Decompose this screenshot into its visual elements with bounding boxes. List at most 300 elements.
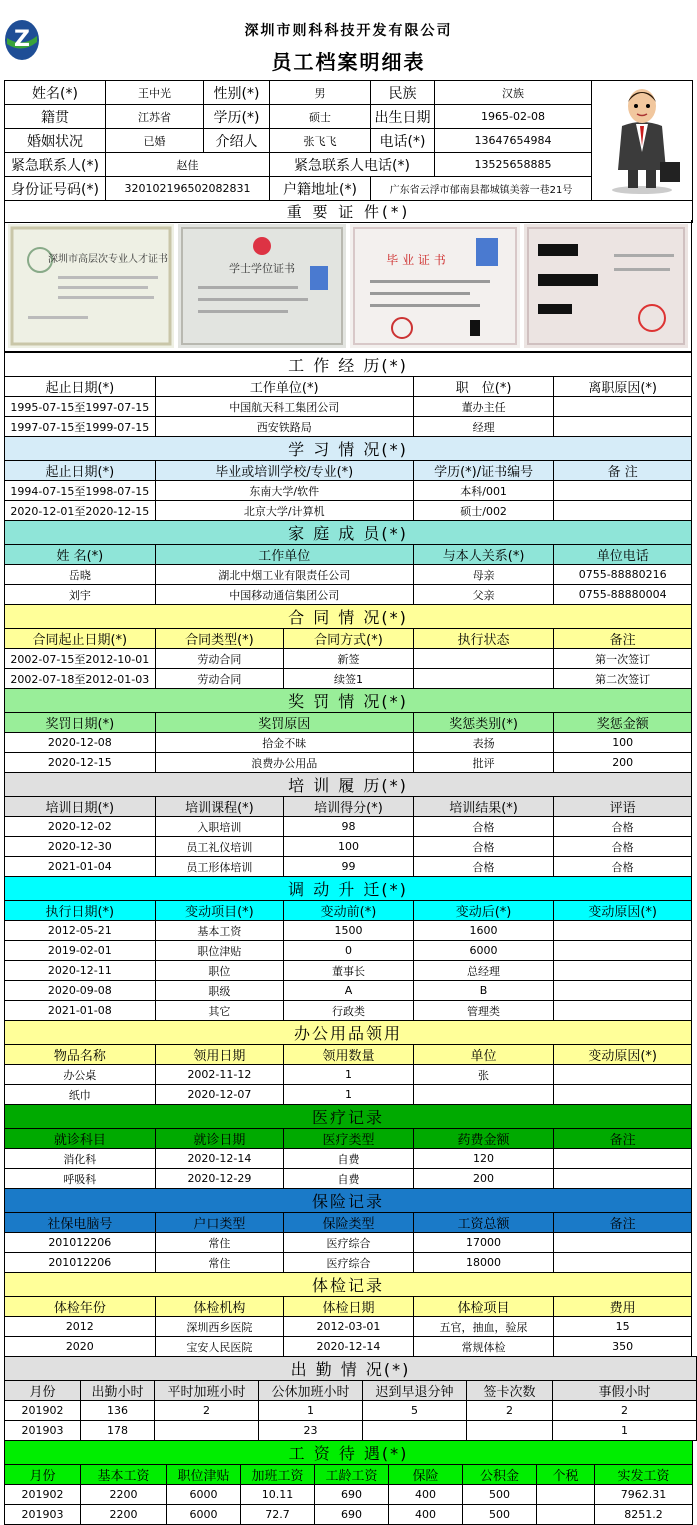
training-column-header: 培训课程(*) [155, 797, 284, 817]
talent-certificate-image [8, 224, 174, 348]
attendance-cell: 201902 [5, 1401, 81, 1421]
salary-column-header: 职位津贴 [167, 1465, 241, 1485]
transfer-cell: 2012-05-21 [5, 921, 156, 941]
employee-photo [592, 81, 693, 201]
office-column-header: 变动原因(*) [554, 1045, 692, 1065]
study-cell: 东南大学/软件 [155, 481, 413, 501]
graduation-cert-caption: 毕 业 证 书 [386, 253, 446, 267]
office-header-row [5, 1045, 692, 1065]
insurance-table-row [5, 1253, 692, 1273]
reward-table-row [5, 733, 692, 753]
transfer-table-row [5, 921, 692, 941]
reward-cell: 100 [554, 733, 692, 753]
family-header-row [5, 545, 692, 565]
label-emergency-contact: 紧急联系人(*) [5, 153, 106, 177]
training-cell: 99 [284, 857, 414, 877]
work-column-header: 离职原因(*) [554, 377, 692, 397]
work-column-header: 工作单位(*) [155, 377, 413, 397]
office-column-header: 单位 [413, 1045, 554, 1065]
training-cell: 合格 [554, 817, 692, 837]
study-cell: 本科/001 [413, 481, 554, 501]
transfer-cell: 0 [284, 941, 414, 961]
medical-cell: 2020-12-29 [155, 1169, 284, 1189]
value-name: 王中光 [106, 81, 204, 105]
attendance-column-header: 月份 [5, 1381, 81, 1401]
salary-column-header: 基本工资 [81, 1465, 167, 1485]
family-column-header: 单位电话 [554, 545, 692, 565]
training-cell: 98 [284, 817, 414, 837]
office-table-row [5, 1065, 692, 1085]
family-cell: 湖北中烟工业有限责任公司 [155, 565, 413, 585]
reward-cell: 表扬 [413, 733, 554, 753]
salary-cell: 2200 [81, 1485, 167, 1505]
salary-cell: 500 [463, 1505, 537, 1525]
transfer-column-header: 执行日期(*) [5, 901, 156, 921]
medical-header-row [5, 1129, 692, 1149]
office-column-header: 领用日期 [155, 1045, 284, 1065]
office-cell: 纸巾 [5, 1085, 156, 1105]
transfer-cell: 2021-01-08 [5, 1001, 156, 1021]
insurance-column-header: 备注 [554, 1213, 692, 1233]
attendance-cell: 178 [81, 1421, 155, 1441]
value-referrer: 张飞飞 [270, 129, 371, 153]
study-section-title: 学 习 情 况(*) [5, 437, 692, 461]
study-table-row [5, 481, 692, 501]
value-birth-date: 1965-02-08 [435, 105, 592, 129]
insurance-cell: 17000 [413, 1233, 554, 1253]
transfer-cell: 管理类 [413, 1001, 554, 1021]
document-title: 员工档案明细表 [271, 50, 426, 74]
value-id-number: 320102196502082831 [106, 177, 270, 201]
training-cell: 2020-12-30 [5, 837, 156, 857]
contract-cell: 劳动合同 [155, 669, 284, 689]
transfer-cell: 职位 [155, 961, 284, 981]
work-cell [554, 397, 692, 417]
study-table [4, 436, 692, 521]
training-column-header: 培训结果(*) [413, 797, 554, 817]
family-cell: 中国移动通信集团公司 [155, 585, 413, 605]
reward-column-header: 奖惩类别(*) [413, 713, 554, 733]
checkup-cell: 2020-12-14 [284, 1337, 414, 1357]
contract-cell: 第一次签订 [554, 649, 692, 669]
section-family [4, 520, 692, 605]
salary-cell: 500 [463, 1485, 537, 1505]
contract-cell: 2002-07-18至2012-01-03 [5, 669, 156, 689]
training-cell: 入职培训 [155, 817, 284, 837]
work-table-row [5, 397, 692, 417]
insurance-cell: 常住 [155, 1253, 284, 1273]
label-name: 姓名(*) [5, 81, 106, 105]
family-table-row [5, 585, 692, 605]
salary-cell: 400 [389, 1505, 463, 1525]
salary-cell: 690 [315, 1505, 389, 1525]
medical-column-header: 备注 [554, 1129, 692, 1149]
transfer-cell: 其它 [155, 1001, 284, 1021]
checkup-cell: 深圳西乡医院 [155, 1317, 284, 1337]
attendance-cell: 201903 [5, 1421, 81, 1441]
training-cell: 员工形体培训 [155, 857, 284, 877]
reward-cell: 2020-12-15 [5, 753, 156, 773]
transfer-cell: 2020-09-08 [5, 981, 156, 1001]
attendance-column-header: 出勤小时 [81, 1381, 155, 1401]
salary-header-row [5, 1465, 693, 1485]
attendance-section-title: 出 勤 情 况(*) [5, 1357, 697, 1381]
reward-cell: 批评 [413, 753, 554, 773]
office-column-header: 物品名称 [5, 1045, 156, 1065]
contract-section-title: 合 同 情 况(*) [5, 605, 692, 629]
reward-cell: 浪费办公用品 [155, 753, 413, 773]
checkup-column-header: 体检年份 [5, 1297, 156, 1317]
svg-text:Z: Z [14, 27, 30, 52]
label-hukou-address: 户籍地址(*) [270, 177, 371, 201]
training-cell: 100 [284, 837, 414, 857]
medical-cell: 自费 [284, 1169, 414, 1189]
talent-cert-caption: 深圳市高层次专业人才证书 [48, 254, 168, 265]
contract-cell: 第二次签订 [554, 669, 692, 689]
id-certificate-image [524, 224, 688, 348]
office-cell: 2002-11-12 [155, 1065, 284, 1085]
salary-cell: 201903 [5, 1505, 81, 1525]
graduation-certificate-image [350, 224, 520, 348]
training-cell: 2020-12-02 [5, 817, 156, 837]
salary-column-header: 实发工资 [595, 1465, 693, 1485]
transfer-header-row [5, 901, 692, 921]
contract-cell: 劳动合同 [155, 649, 284, 669]
reward-cell: 2020-12-08 [5, 733, 156, 753]
insurance-column-header: 户口类型 [155, 1213, 284, 1233]
contract-column-header: 执行状态 [413, 629, 554, 649]
section-medical [4, 1104, 692, 1189]
label-gender: 性别(*) [204, 81, 270, 105]
salary-cell: 690 [315, 1485, 389, 1505]
salary-table [4, 1440, 693, 1525]
contract-column-header: 合同方式(*) [284, 629, 414, 649]
medical-section-title: 医疗记录 [5, 1105, 692, 1129]
value-emergency-phone: 13525658885 [435, 153, 592, 177]
study-cell: 硕士/002 [413, 501, 554, 521]
value-gender: 男 [270, 81, 371, 105]
transfer-cell: 基本工资 [155, 921, 284, 941]
study-column-header: 学历(*)/证书编号 [413, 461, 554, 481]
training-column-header: 培训日期(*) [5, 797, 156, 817]
attendance-cell [363, 1421, 467, 1441]
work-column-header: 起止日期(*) [5, 377, 156, 397]
insurance-cell: 常住 [155, 1233, 284, 1253]
insurance-cell [554, 1253, 692, 1273]
work-table-row [5, 417, 692, 437]
training-table-row [5, 857, 692, 877]
medical-cell: 120 [413, 1149, 554, 1169]
attendance-column-header: 迟到早退分钟 [363, 1381, 467, 1401]
medical-column-header: 医疗类型 [284, 1129, 414, 1149]
checkup-cell: 宝安人民医院 [155, 1337, 284, 1357]
transfer-table [4, 876, 692, 1021]
section-office [4, 1020, 692, 1105]
salary-cell: 8251.2 [595, 1505, 693, 1525]
attendance-cell: 5 [363, 1401, 467, 1421]
transfer-cell: 1600 [413, 921, 554, 941]
reward-column-header: 奖罚原因 [155, 713, 413, 733]
contract-column-header: 备注 [554, 629, 692, 649]
checkup-cell: 15 [554, 1317, 692, 1337]
transfer-cell: A [284, 981, 414, 1001]
training-section-title: 培 训 履 历(*) [5, 773, 692, 797]
transfer-cell: 2019-02-01 [5, 941, 156, 961]
checkup-column-header: 体检机构 [155, 1297, 284, 1317]
office-column-header: 领用数量 [284, 1045, 414, 1065]
checkup-cell: 350 [554, 1337, 692, 1357]
reward-cell: 200 [554, 753, 692, 773]
medical-column-header: 药费金额 [413, 1129, 554, 1149]
reward-column-header: 奖惩金额 [554, 713, 692, 733]
transfer-table-row [5, 981, 692, 1001]
contract-cell: 2002-07-15至2012-10-01 [5, 649, 156, 669]
value-ethnicity: 汉族 [435, 81, 592, 105]
section-transfer [4, 876, 692, 1021]
medical-cell: 呼吸科 [5, 1169, 156, 1189]
transfer-cell: 职位津贴 [155, 941, 284, 961]
reward-table-row [5, 753, 692, 773]
salary-section-title: 工 资 待 遇(*) [5, 1441, 693, 1465]
family-cell: 母亲 [413, 565, 554, 585]
value-native-place: 江苏省 [106, 105, 204, 129]
insurance-column-header: 工资总额 [413, 1213, 554, 1233]
medical-column-header: 就诊科目 [5, 1129, 156, 1149]
transfer-column-header: 变动原因(*) [554, 901, 692, 921]
training-cell: 员工礼仪培训 [155, 837, 284, 857]
family-table-row [5, 565, 692, 585]
study-cell [554, 501, 692, 521]
salary-cell: 72.7 [241, 1505, 315, 1525]
salary-table-row [5, 1505, 693, 1525]
family-column-header: 与本人关系(*) [413, 545, 554, 565]
contract-cell: 新签 [284, 649, 414, 669]
attendance-column-header: 事假小时 [553, 1381, 697, 1401]
salary-column-header: 个税 [537, 1465, 595, 1485]
family-cell: 0755-88880216 [554, 565, 692, 585]
study-header-row [5, 461, 692, 481]
section-checkup [4, 1272, 692, 1357]
study-cell: 北京大学/计算机 [155, 501, 413, 521]
checkup-cell: 2012 [5, 1317, 156, 1337]
transfer-column-header: 变动后(*) [413, 901, 554, 921]
checkup-cell: 2020 [5, 1337, 156, 1357]
transfer-cell [554, 981, 692, 1001]
contract-table-row [5, 669, 692, 689]
salary-column-header: 加班工资 [241, 1465, 315, 1485]
section-study [4, 436, 692, 521]
office-section-title: 办公用品领用 [5, 1021, 692, 1045]
office-cell [554, 1065, 692, 1085]
training-table-row [5, 817, 692, 837]
label-birth-date: 出生日期 [371, 105, 435, 129]
study-column-header: 起止日期(*) [5, 461, 156, 481]
work-table [4, 352, 692, 437]
study-table-row [5, 501, 692, 521]
training-table-row [5, 837, 692, 857]
section-training [4, 772, 692, 877]
value-emergency-contact: 赵佳 [106, 153, 270, 177]
employee-avatar-icon [596, 82, 688, 196]
label-education: 学历(*) [204, 105, 270, 129]
section-attendance [4, 1356, 692, 1441]
training-table [4, 772, 692, 877]
training-cell: 合格 [413, 837, 554, 857]
work-cell: 1995-07-15至1997-07-15 [5, 397, 156, 417]
attendance-column-header: 公休加班小时 [259, 1381, 363, 1401]
section-contract [4, 604, 692, 689]
salary-cell: 10.11 [241, 1485, 315, 1505]
section-work [4, 352, 692, 437]
insurance-section-title: 保险记录 [5, 1189, 692, 1213]
salary-cell [537, 1485, 595, 1505]
attendance-cell: 1 [553, 1421, 697, 1441]
document-header [0, 0, 697, 80]
contract-cell [413, 649, 554, 669]
salary-cell [537, 1505, 595, 1525]
checkup-header-row [5, 1297, 692, 1317]
certificates-title: 重 要 证 件(*) [5, 201, 693, 223]
office-cell: 2020-12-07 [155, 1085, 284, 1105]
training-cell: 合格 [554, 857, 692, 877]
basic-info-table [4, 80, 693, 223]
office-cell: 办公桌 [5, 1065, 156, 1085]
salary-table-row [5, 1485, 693, 1505]
value-marital-status: 已婚 [106, 129, 204, 153]
section-reward [4, 688, 692, 773]
transfer-table-row [5, 941, 692, 961]
transfer-cell [554, 1001, 692, 1021]
medical-cell [554, 1169, 692, 1189]
family-column-header: 姓 名(*) [5, 545, 156, 565]
family-cell: 父亲 [413, 585, 554, 605]
medical-cell [554, 1149, 692, 1169]
medical-cell: 2020-12-14 [155, 1149, 284, 1169]
attendance-cell: 23 [259, 1421, 363, 1441]
work-header-row [5, 377, 692, 397]
checkup-table-row [5, 1317, 692, 1337]
transfer-cell: 行政类 [284, 1001, 414, 1021]
family-section-title: 家 庭 成 员(*) [5, 521, 692, 545]
insurance-cell: 201012206 [5, 1253, 156, 1273]
insurance-cell: 201012206 [5, 1233, 156, 1253]
contract-column-header: 合同类型(*) [155, 629, 284, 649]
medical-cell: 200 [413, 1169, 554, 1189]
label-native-place: 籍贯 [5, 105, 106, 129]
family-cell: 岳晓 [5, 565, 156, 585]
label-ethnicity: 民族 [371, 81, 435, 105]
reward-section-title: 奖 罚 情 况(*) [5, 689, 692, 713]
training-cell: 合格 [554, 837, 692, 857]
salary-column-header: 月份 [5, 1465, 81, 1485]
transfer-cell [554, 961, 692, 981]
contract-header-row [5, 629, 692, 649]
certificates-images [4, 220, 692, 352]
value-phone: 13647654984 [435, 129, 592, 153]
medical-table-row [5, 1149, 692, 1169]
transfer-table-row [5, 961, 692, 981]
work-cell: 1997-07-15至1999-07-15 [5, 417, 156, 437]
insurance-column-header: 社保电脑号 [5, 1213, 156, 1233]
salary-column-header: 公积金 [463, 1465, 537, 1485]
medical-cell: 自费 [284, 1149, 414, 1169]
family-table [4, 520, 692, 605]
attendance-cell [467, 1421, 553, 1441]
contract-cell [413, 669, 554, 689]
salary-cell: 201902 [5, 1485, 81, 1505]
work-cell: 经理 [413, 417, 554, 437]
insurance-header-row [5, 1213, 692, 1233]
training-cell: 合格 [413, 857, 554, 877]
family-cell: 0755-88880004 [554, 585, 692, 605]
medical-table-row [5, 1169, 692, 1189]
contract-cell: 续签1 [284, 669, 414, 689]
transfer-cell [554, 921, 692, 941]
family-column-header: 工作单位 [155, 545, 413, 565]
training-cell: 合格 [413, 817, 554, 837]
work-section-title: 工 作 经 历(*) [5, 353, 692, 377]
insurance-cell: 医疗综合 [284, 1233, 414, 1253]
transfer-cell: 1500 [284, 921, 414, 941]
attendance-table-row [5, 1421, 697, 1441]
work-cell: 西安铁路局 [155, 417, 413, 437]
insurance-table-row [5, 1233, 692, 1253]
office-cell: 1 [284, 1065, 414, 1085]
checkup-table-row [5, 1337, 692, 1357]
attendance-column-header: 签卡次数 [467, 1381, 553, 1401]
degree-certificate-image [178, 224, 346, 348]
salary-column-header: 工龄工资 [315, 1465, 389, 1485]
work-cell: 中国航天科工集团公司 [155, 397, 413, 417]
label-referrer: 介绍人 [204, 129, 270, 153]
insurance-cell [554, 1233, 692, 1253]
training-cell: 2021-01-04 [5, 857, 156, 877]
office-table-row [5, 1085, 692, 1105]
study-cell: 2020-12-01至2020-12-15 [5, 501, 156, 521]
transfer-cell: 2020-12-11 [5, 961, 156, 981]
value-hukou-address: 广东省云浮市郁南县都城镇美蓉一巷21号 [371, 177, 592, 201]
attendance-header-row [5, 1381, 697, 1401]
salary-cell: 7962.31 [595, 1485, 693, 1505]
study-column-header: 毕业或培训学校/专业(*) [155, 461, 413, 481]
reward-cell: 拾金不昧 [155, 733, 413, 753]
label-emergency-phone: 紧急联系人电话(*) [270, 153, 435, 177]
label-marital-status: 婚姻状况 [5, 129, 106, 153]
section-insurance [4, 1188, 692, 1273]
degree-cert-caption: 学士学位证书 [229, 262, 295, 275]
checkup-column-header: 体检项目 [413, 1297, 554, 1317]
study-cell [554, 481, 692, 501]
contract-table [4, 604, 692, 689]
medical-table [4, 1104, 692, 1189]
checkup-column-header: 体检日期 [284, 1297, 414, 1317]
work-column-header: 职 位(*) [413, 377, 554, 397]
office-cell [554, 1085, 692, 1105]
study-column-header: 备 注 [554, 461, 692, 481]
reward-table [4, 688, 692, 773]
company-name: 深圳市则科科技开发有限公司 [244, 23, 453, 39]
attendance-table-row [5, 1401, 697, 1421]
attendance-table [4, 1356, 697, 1441]
attendance-cell: 2 [467, 1401, 553, 1421]
attendance-cell: 136 [81, 1401, 155, 1421]
office-cell: 张 [413, 1065, 554, 1085]
office-table [4, 1020, 692, 1105]
attendance-cell: 1 [259, 1401, 363, 1421]
transfer-cell: B [413, 981, 554, 1001]
transfer-cell: 总经理 [413, 961, 554, 981]
checkup-cell: 常规体检 [413, 1337, 554, 1357]
